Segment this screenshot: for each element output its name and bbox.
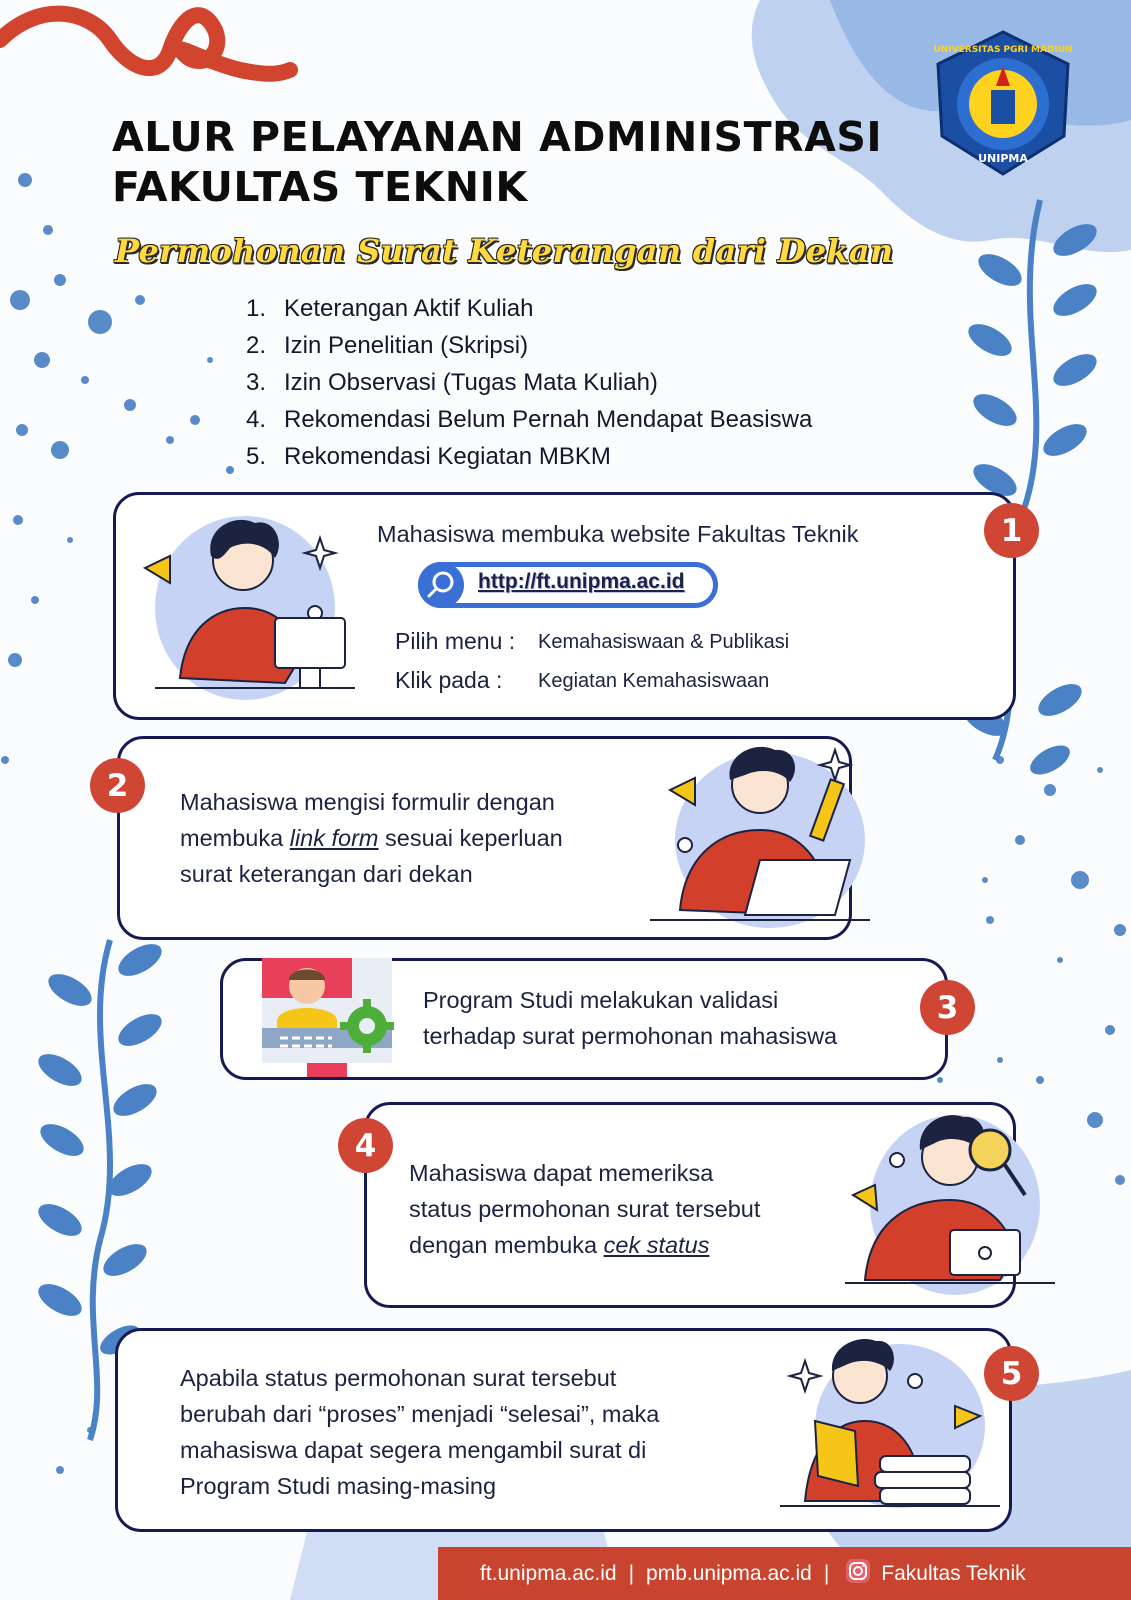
link-form-link[interactable]: link form [289,825,379,851]
step-1-text: Mahasiswa membuka website Fakultas Teknik [377,521,859,547]
title-line-2: FAKULTAS TEKNIK [112,163,528,211]
request-types-list [246,290,812,475]
title-line-1: ALUR PELAYANAN ADMINISTRASI [112,113,883,161]
website-link[interactable]: http://ft.unipma.ac.id [478,570,685,593]
step-5-badge: 5 [984,1346,1039,1401]
magnifier-icon [970,1130,1010,1170]
book-stack-icon [875,1456,970,1504]
student-form-illustration [650,740,880,935]
page-subtitle: Permohonan Surat Keterangan dari Dekan [115,232,894,270]
admin-monitor-icon [262,958,402,1090]
search-icon [418,562,464,608]
footer-instagram-link[interactable]: Fakultas Teknik [881,1561,1026,1585]
step-4-text: Mahasiswa dapat memeriksa status permohonan surat tersebut dengan membuka cek status [409,1160,761,1258]
list-item: 4. Rekomendasi Belum Pernah Mendapat Beasiswa [246,406,813,433]
logo-arc-text: UNIVERSITAS PGRI MADIUN [933,45,1073,55]
step-2-text: Mahasiswa mengisi formulir dengan membuka link form sesuai keperluan surat keterangan dari dekan [180,789,563,887]
logo-label: UNIPMA [978,152,1028,165]
step-5-text: Apabila status permohonan surat tersebut berubah dari “proses” menjadi “selesai”, maka mahasiswa dapat segera mengambil surat di Program Studi masing-masing [180,1365,660,1499]
menu-label: Pilih menu : [395,628,516,654]
footer-separator: | [628,1561,635,1585]
step-4-badge: 4 [338,1118,393,1173]
red-squiggle [0,14,290,74]
step-3-badge: 3 [920,980,975,1035]
footer-bar [438,1547,1131,1600]
footer-pmb-link[interactable]: pmb.unipma.ac.id [646,1561,812,1585]
footer-separator: | [823,1561,830,1585]
student-reading-illustration [780,1336,1010,1516]
step-1-badge: 1 [984,503,1039,558]
step-3-text: Program Studi melakukan validasi terhadap surat permohonan mahasiswa [423,987,838,1049]
student-writing-illustration [135,508,365,708]
page-title [112,112,882,212]
cek-status-link[interactable]: cek status [603,1232,710,1258]
list-item: 1. Keterangan Aktif Kuliah [246,295,534,322]
click-value: Kegiatan Kemahasiswaan [538,670,770,692]
click-label: Klik pada : [395,667,503,693]
menu-value: Kemahasiswaan & Publikasi [538,631,790,653]
step-2-badge: 2 [90,758,145,813]
unipma-logo [928,28,1078,178]
list-item: 5. Rekomendasi Kegiatan MBKM [246,443,611,470]
list-item: 3. Izin Observasi (Tugas Mata Kuliah) [246,369,658,396]
student-search-illustration [845,1105,1065,1305]
instagram-icon [845,1558,871,1590]
list-item: 2. Izin Penelitian (Skripsi) [246,332,529,359]
footer-site-link[interactable]: ft.unipma.ac.id [480,1561,617,1585]
